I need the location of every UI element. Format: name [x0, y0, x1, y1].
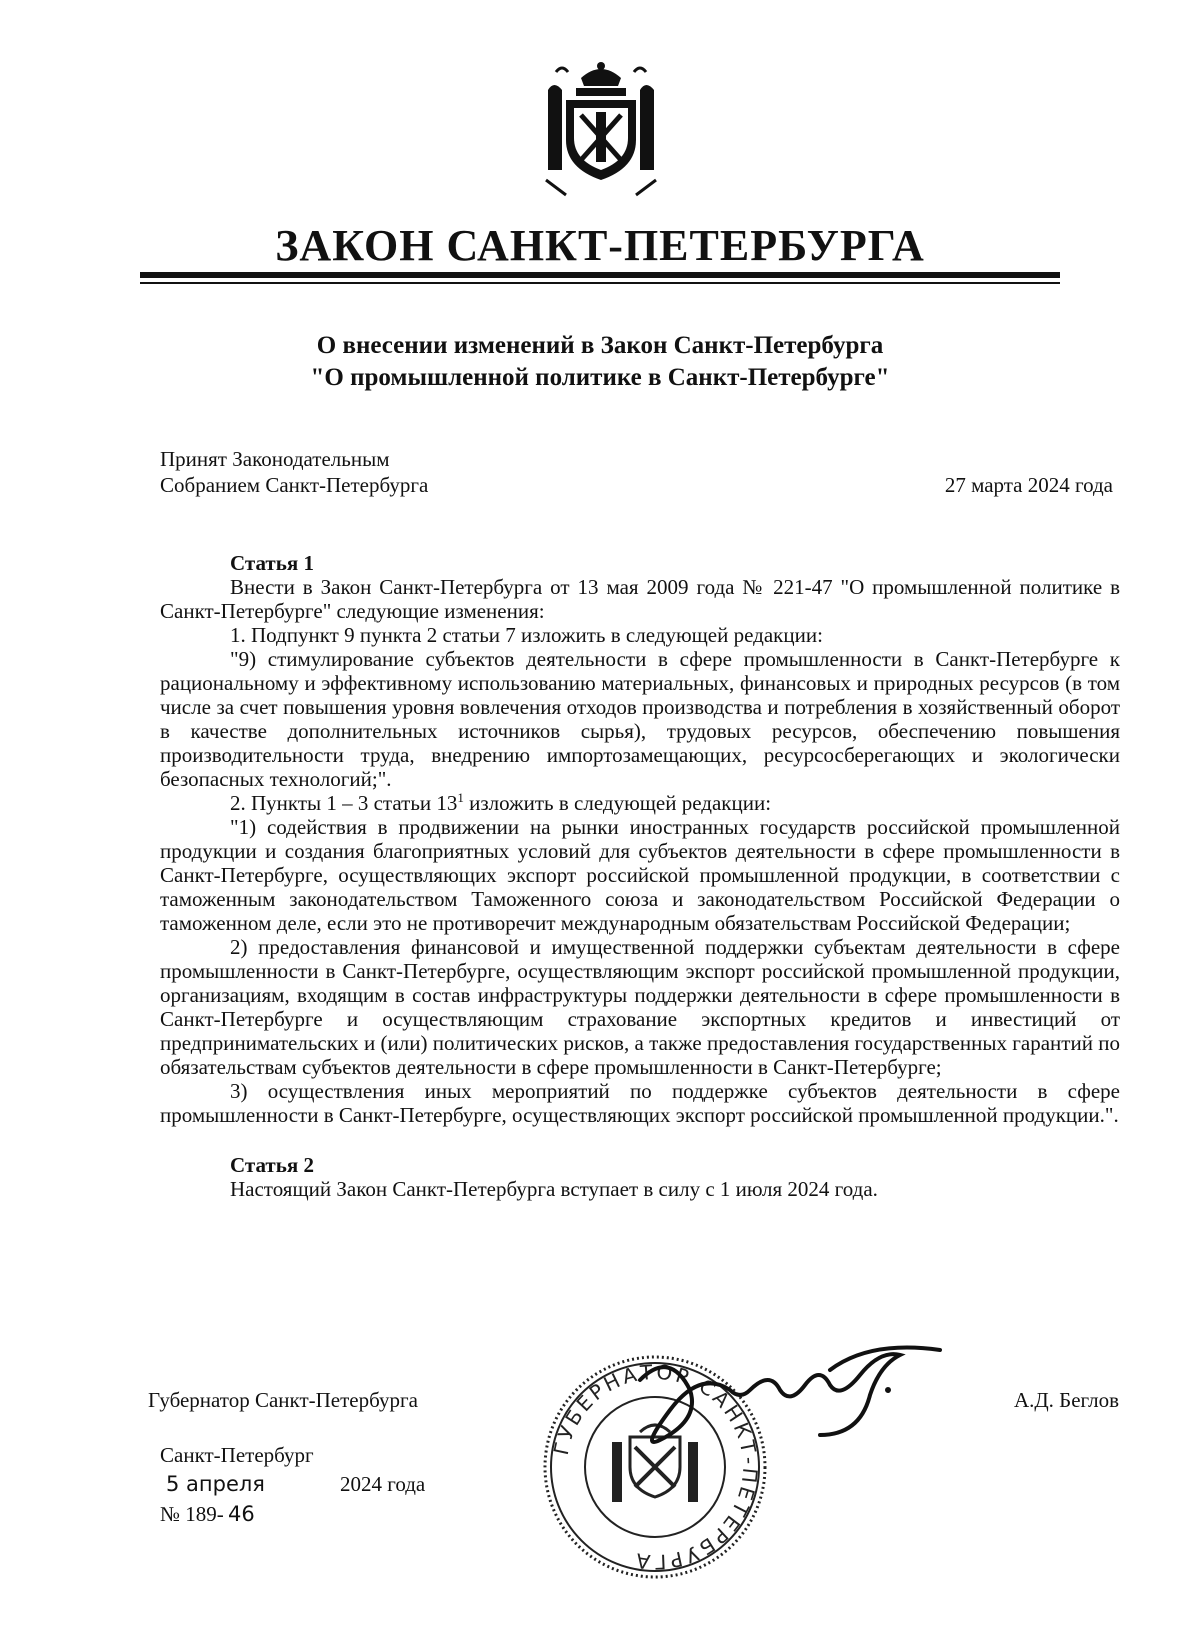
article-1-item-2 — [160, 791, 1120, 815]
subtitle-line-2: "О промышленной политике в Санкт-Петербурге" — [310, 364, 890, 391]
item-2-sup: 1 — [457, 790, 464, 805]
article-1-intro: Внести в Закон Санкт-Петербурга от 13 мая 2009 года № 221-47 "О промышленной политике в Санкт-Петербурге" следующие изменения: — [160, 575, 1120, 623]
adoption-date: 27 марта 2024 года — [944, 473, 1113, 497]
adoption-line-2: Собранием Санкт-Петербурга — [160, 473, 429, 497]
adoption-line-1: Принят Законодательным — [160, 447, 390, 471]
law-subtitle — [0, 330, 1200, 394]
law-number-label: № 189- — [160, 1502, 224, 1526]
signing-place: Санкт-Петербург — [160, 1443, 314, 1467]
article-1-heading: Статья 1 — [230, 551, 314, 575]
article-1-item-1-text: "9) стимулирование субъектов деятельности в сфере промышленности в Санкт-Петербурге к рациональному и эффективному использованию материальных, финансовых и природных ресурсов (в том числе за счет повышения уровня вовлечения отходов производства и потребления в хозяйственный оборот в качестве дополнительных источников сырья), трудовых ресурсов, обеспечению повышения производительности труда, внедрению импортозамещающих, ресурсосберегающих и экологически безопасных технологий;". — [160, 647, 1120, 791]
article-1-point-2: 2) предоставления финансовой и имущественной поддержки субъектам деятельности в сфере промышленности в Санкт-Петербурге, осуществляющим экспорт российской промышленной продукции, организациям, входящим в состав инфраструктуры поддержки деятельности в сфере промышленности в Санкт-Петербурге и осуществляющим страхование экспортных кредитов и инвестиций от предпринимательских и (или) политических рисков, а также предоставления государственных гарантий по обязательствам субъектов деятельности в сфере промышленности в Санкт-Петербурге; — [160, 935, 1120, 1079]
law-body — [160, 551, 1120, 1201]
article-1-item-1: 1. Подпункт 9 пункта 2 статьи 7 изложить в следующей редакции: — [230, 623, 823, 647]
subtitle-line-1: О внесении изменений в Закон Санкт-Петербурга — [316, 332, 884, 359]
item-2-pre: 2. Пункты 1 – 3 статьи 13 — [230, 791, 458, 815]
governor-title: Губернатор Санкт-Петербурга — [148, 1388, 418, 1412]
article-1-point-3: 3) осуществления иных мероприятий по поддержке субъектов деятельности в сфере промышленности в Санкт-Петербурге, осуществляющих экспорт российской промышленной продукции.". — [160, 1079, 1120, 1127]
article-2-heading: Статья 2 — [230, 1153, 314, 1177]
governor-signature — [630, 1340, 960, 1450]
signing-year: 2024 года — [340, 1472, 426, 1496]
article-1-point-1: "1) содействия в продвижении на рынки иностранных государств российской промышленной продукции и создания благоприятных условий для субъектов деятельности в сфере промышленности в Санкт-Петербурге, осуществляющих экспорт российской промышленной продукции, в соответствии с таможенным законодательством Таможенного союза и законодательством Российской Федерации о таможенном деле, если это не противоречит международным обязательствам Российской Федерации; — [160, 815, 1120, 935]
law-title: ЗАКОН САНКТ-ПЕТЕРБУРГА — [275, 221, 925, 270]
adoption-info — [160, 446, 428, 498]
svg-text:ГУБЕРНАТОР САНКТ-ПЕТЕРБУРГА: ГУБЕРНАТОР САНКТ-ПЕТЕРБУРГА — [548, 1359, 763, 1575]
coat-of-arms-emblem — [536, 60, 666, 200]
law-number-handwritten: 46 — [228, 1502, 255, 1526]
item-2-post: изложить в следующей редакции: — [463, 791, 772, 815]
governor-name: А.Д. Беглов — [1013, 1388, 1119, 1412]
article-2-text: Настоящий Закон Санкт-Петербурга вступает в силу с 1 июля 2024 года. — [230, 1177, 878, 1201]
title-rule-thin — [140, 282, 1060, 284]
signing-date-handwritten: 5 апреля — [166, 1472, 265, 1496]
title-rule-thick — [140, 272, 1060, 278]
